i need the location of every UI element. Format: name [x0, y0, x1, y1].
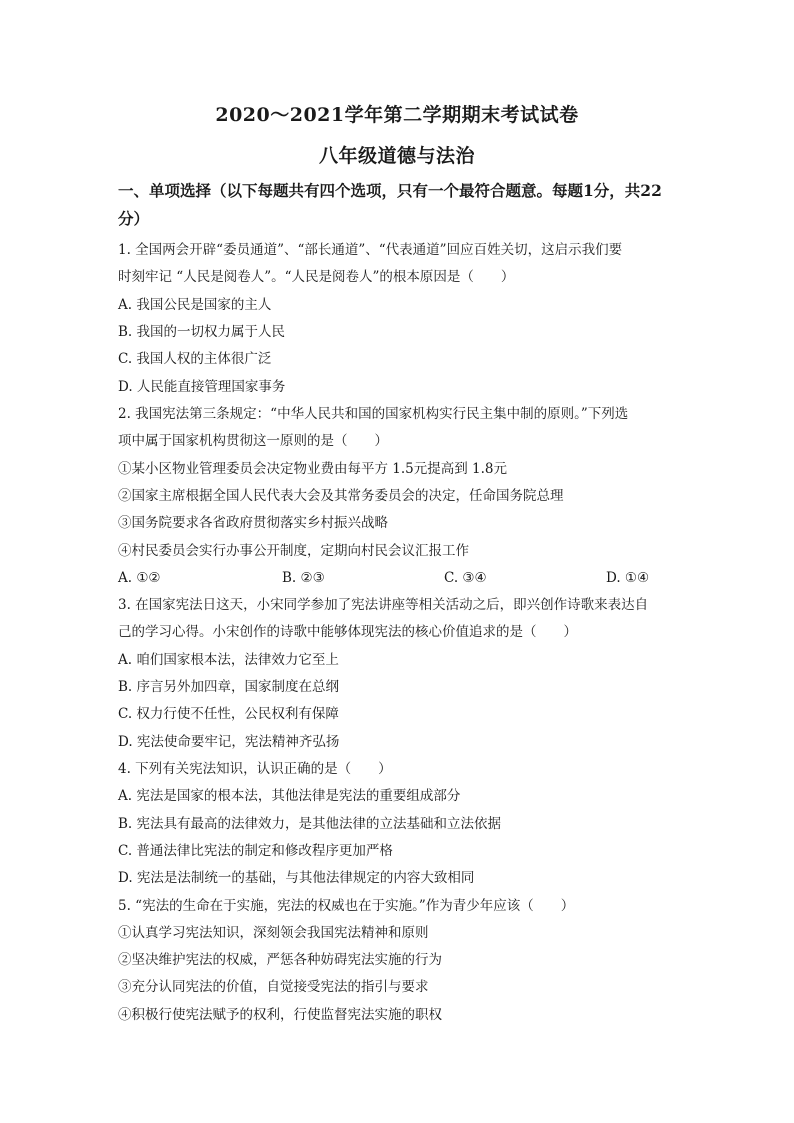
- q2-stem: 2. 我国宪法第三条规定：“中华人民共和国的国家机构实行民主集中制的原则。”下列选: [118, 406, 629, 422]
- q2-statement-1: ①某小区物业管理委员会决定物业费由每平方 1.5元提高到 1.8元: [118, 461, 508, 477]
- q3-stem-continued: 己的学习心得。小宋创作的诗歌中能够体现宪法的核心价值追求的是（ ）: [118, 624, 577, 640]
- q1-stem-continued: 时刻牢记 “人民是阅卷人”。“人民是阅卷人”的根本原因是（ ）: [118, 269, 515, 285]
- q1-option-c: C. 我国人权的主体很广泛: [118, 351, 272, 367]
- q3-option-b: B. 序言另外加四章，国家制度在总纲: [118, 679, 340, 695]
- q2-statement-3: ③国务院要求各省政府贯彻落实乡村振兴战略: [118, 515, 388, 531]
- q5-statement-1: ①认真学习宪法知识，深刻领会我国宪法精神和原则: [118, 925, 429, 941]
- q2-option-c: C. ③④: [444, 570, 487, 586]
- q1-stem: 1. 全国两会开辟“委员通道”、“部长通道”、“代表通道”回应百姓关切，这启示我们要: [118, 242, 623, 258]
- exam-subject: 八年级道德与法治: [318, 145, 475, 167]
- q2-statement-4: ④村民委员会实行办事公开制度，定期向村民会议汇报工作: [118, 543, 469, 559]
- q4-stem: 4. 下列有关宪法知识，认识正确的是（ ）: [118, 761, 392, 777]
- q5-statement-3: ③充分认同宪法的价值，自觉接受宪法的指引与要求: [118, 979, 429, 995]
- q1-option-a: A. 我国公民是国家的主人: [118, 297, 272, 313]
- q2-stem-continued: 项中属于国家机构贯彻这一原则的是（ ）: [118, 433, 388, 449]
- q5-stem: 5. “宪法的生命在于实施，宪法的权威也在于实施。”作为青少年应该（ ）: [118, 898, 575, 914]
- q3-option-c: C. 权力行使不任性，公民权利有保障: [118, 706, 339, 722]
- section-heading-continued: 分）: [118, 209, 150, 228]
- q3-stem: 3. 在国家宪法日这天，小宋同学参加了宪法讲座等相关活动之后，即兴创作诗歌来表达自: [118, 597, 649, 613]
- q4-option-c: C. 普通法律比宪法的制定和修改程序更加严格: [118, 843, 393, 859]
- q1-option-d: D. 人民能直接管理国家事务: [118, 379, 286, 395]
- exam-title: 2020～2021学年第二学期期末考试试卷: [215, 104, 579, 126]
- q4-option-a: A. 宪法是国家的根本法，其他法律是宪法的重要组成部分: [118, 788, 461, 804]
- q2-option-b: B. ②③: [282, 570, 325, 586]
- q5-statement-2: ②坚决维护宪法的权威，严惩各种妨碍宪法实施的行为: [118, 952, 442, 968]
- section-heading: 一、单项选择（以下每题共有四个选项，只有一个最符合题意。每题1分，共22: [118, 181, 662, 200]
- q2-option-a: A. ①②: [118, 570, 161, 586]
- q3-option-d: D. 宪法使命要牢记，宪法精神齐弘扬: [118, 734, 340, 750]
- q5-statement-4: ④积极行使宪法赋予的权利，行使监督宪法实施的职权: [118, 1007, 442, 1023]
- q3-option-a: A. 咱们国家根本法，法律效力它至上: [118, 652, 339, 668]
- q4-option-b: B. 宪法具有最高的法律效力，是其他法律的立法基础和立法依据: [118, 816, 502, 832]
- q1-option-b: B. 我国的一切权力属于人民: [118, 324, 286, 340]
- q4-option-d: D. 宪法是法制统一的基础，与其他法律规定的内容大致相同: [118, 870, 475, 886]
- q2-statement-2: ②国家主席根据全国人民代表大会及其常务委员会的决定，任命国务院总理: [118, 488, 564, 504]
- q2-option-d: D. ①④: [606, 570, 650, 586]
